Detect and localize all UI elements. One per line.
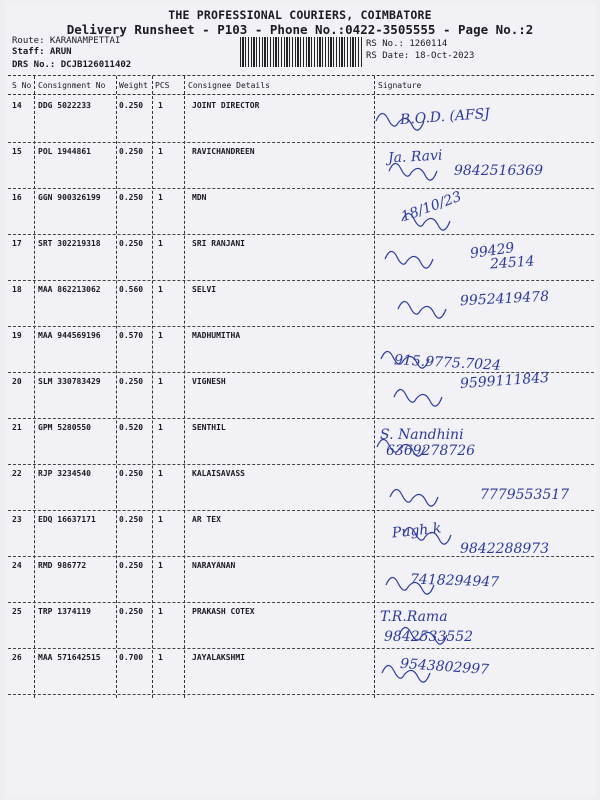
signature-area [370,143,590,189]
table-row [0,369,600,419]
col-header-pcs: PCS [155,81,170,90]
row-sno: 21 [12,423,22,432]
row-sno: 26 [12,653,22,662]
row-consignee: VIGNESH [192,377,226,386]
row-sno: 14 [12,101,22,110]
row-consignee: MADHUMITHA [192,331,241,340]
row-consignee: SRI RANJANI [192,239,245,248]
row-pcs: 1 [158,469,163,478]
signature-area [370,603,590,649]
header-divider-top [8,75,594,76]
table-row [0,557,600,603]
signature-handwriting: T.R.Rama [380,609,448,625]
row-consignment-no: RJP 3234540 [38,469,91,478]
row-consignment-no: MAA 944569196 [38,331,101,340]
signature-phone: 6369278726 [386,443,476,459]
row-sno: 16 [12,193,22,202]
signature-handwriting: 18/10/23 [399,188,464,226]
row-pcs: 1 [158,101,163,110]
company-title: THE PROFESSIONAL COURIERS, COIMBATORE [168,8,432,22]
signature-area [370,511,590,557]
signature-handwriting: 7779553517 [480,487,570,503]
signature-phone: 24514 [489,253,536,273]
row-weight: 0.570 [119,331,144,340]
row-sno: 17 [12,239,22,248]
runsheet-subtitle: Delivery Runsheet - P103 - Phone No.:0422-3505555 - Page No.:2 [66,22,534,37]
signature-handwriting: Ja. Ravi [387,147,443,167]
signature-handwriting: 9952419478 [459,288,550,310]
row-sno: 24 [12,561,22,570]
row-sno: 15 [12,147,22,156]
signature-area [370,97,590,143]
row-sno: 18 [12,285,22,294]
signature-area [370,465,590,511]
signature-handwriting: 7418294947 [409,571,500,591]
table-row [0,649,600,695]
route-label: Route: KARANAMPETTAI [12,36,121,46]
row-consignee: SENTHIL [192,423,226,432]
signature-area [370,281,590,327]
signature-phone: 9842288973 [460,541,550,557]
signature-area [370,235,590,281]
row-consignee: MDN [192,193,207,202]
signature-handwriting: 99429 [469,239,516,263]
row-consignment-no: GGN 900326199 [38,193,101,202]
row-pcs: 1 [158,423,163,432]
table-row [0,603,600,649]
row-weight: 0.250 [119,377,144,386]
row-sno: 20 [12,377,22,386]
row-weight: 0.250 [119,607,144,616]
table-row [0,465,600,511]
barcode-graphic [240,37,362,67]
table-row [0,143,600,189]
col-header-sno: S No [12,81,32,90]
row-consignment-no: DDG 5022233 [38,101,91,110]
table-row [0,327,600,373]
row-sno: 23 [12,515,22,524]
signature-handwriting: S. Nandhini [380,427,464,443]
row-sno: 25 [12,607,22,616]
row-consignment-no: MAA 571642515 [38,653,101,662]
signature-area [370,189,590,235]
row-consignment-no: TRP 1374119 [38,607,91,616]
row-pcs: 1 [158,239,163,248]
row-pcs: 1 [158,561,163,570]
row-consignment-no: POL 1944861 [38,147,91,156]
row-weight: 0.250 [119,147,144,156]
row-pcs: 1 [158,607,163,616]
row-pcs: 1 [158,377,163,386]
row-consignee: PRAKASH COTEX [192,607,255,616]
signature-handwriting: 9543802997 [399,655,490,679]
row-consignee: AR TEX [192,515,221,524]
row-weight: 0.560 [119,285,144,294]
col-header-weight: Weight [119,81,148,90]
row-consignee: RAVICHANDREEN [192,147,255,156]
row-consignee: SELVI [192,285,217,294]
rs-number: RS No.: 1260114 [366,39,448,49]
row-consignment-no: RMD 986772 [38,561,87,570]
row-sno: 19 [12,331,22,340]
signature-area [370,557,590,603]
signature-handwriting: Pugh.k [391,520,443,542]
col-header-consignment: Consignment No [38,81,106,90]
row-weight: 0.250 [119,239,144,248]
signature-area [370,327,590,373]
signature-phone: 915.9775.7024 [393,352,502,374]
col-header-signature: Signature [378,81,422,90]
row-weight: 0.250 [119,469,144,478]
row-weight: 0.250 [119,515,144,524]
table-row [0,97,600,143]
row-weight: 0.250 [119,193,144,202]
signature-phone: 9842516369 [454,163,544,179]
row-consignment-no: EDQ 16637171 [38,515,96,524]
signature-area [370,419,590,465]
signature-area [370,649,590,695]
row-weight: 0.250 [119,561,144,570]
row-pcs: 1 [158,515,163,524]
row-consignment-no: GPM 5280550 [38,423,91,432]
table-row [0,281,600,327]
row-consignment-no: SLM 330783429 [38,377,101,386]
rs-date: RS Date: 18-Oct-2023 [366,51,475,61]
row-pcs: 1 [158,653,163,662]
row-consignment-no: MAA 862213062 [38,285,101,294]
row-pcs: 1 [158,193,163,202]
table-row [0,419,600,465]
signature-handwriting: B.O.D. (AFSJ [399,105,491,129]
row-consignee: NARAYANAN [192,561,236,570]
row-consignee: JAYALAKSHMI [192,653,245,662]
row-divider [8,694,594,695]
row-consignee: JOINT DIRECTOR [192,101,260,110]
row-pcs: 1 [158,331,163,340]
row-weight: 0.700 [119,653,144,662]
staff-label: Staff: ARUN [12,47,72,57]
signature-area [370,369,590,419]
col-header-consignee: Consignee Details [188,81,270,90]
signature-phone: 9842533552 [384,629,474,645]
signature-handwriting: 9599111843 [459,369,550,393]
row-pcs: 1 [158,285,163,294]
table-row [0,189,600,235]
drs-number: DRS No.: DCJB126011402 [12,60,132,70]
header-divider-bottom [8,94,594,95]
row-sno: 22 [12,469,22,478]
row-pcs: 1 [158,147,163,156]
row-consignee: KALAISAVASS [192,469,245,478]
row-consignment-no: SRT 302219318 [38,239,101,248]
table-row [0,511,600,557]
table-row [0,235,600,281]
row-weight: 0.250 [119,101,144,110]
row-weight: 0.520 [119,423,144,432]
